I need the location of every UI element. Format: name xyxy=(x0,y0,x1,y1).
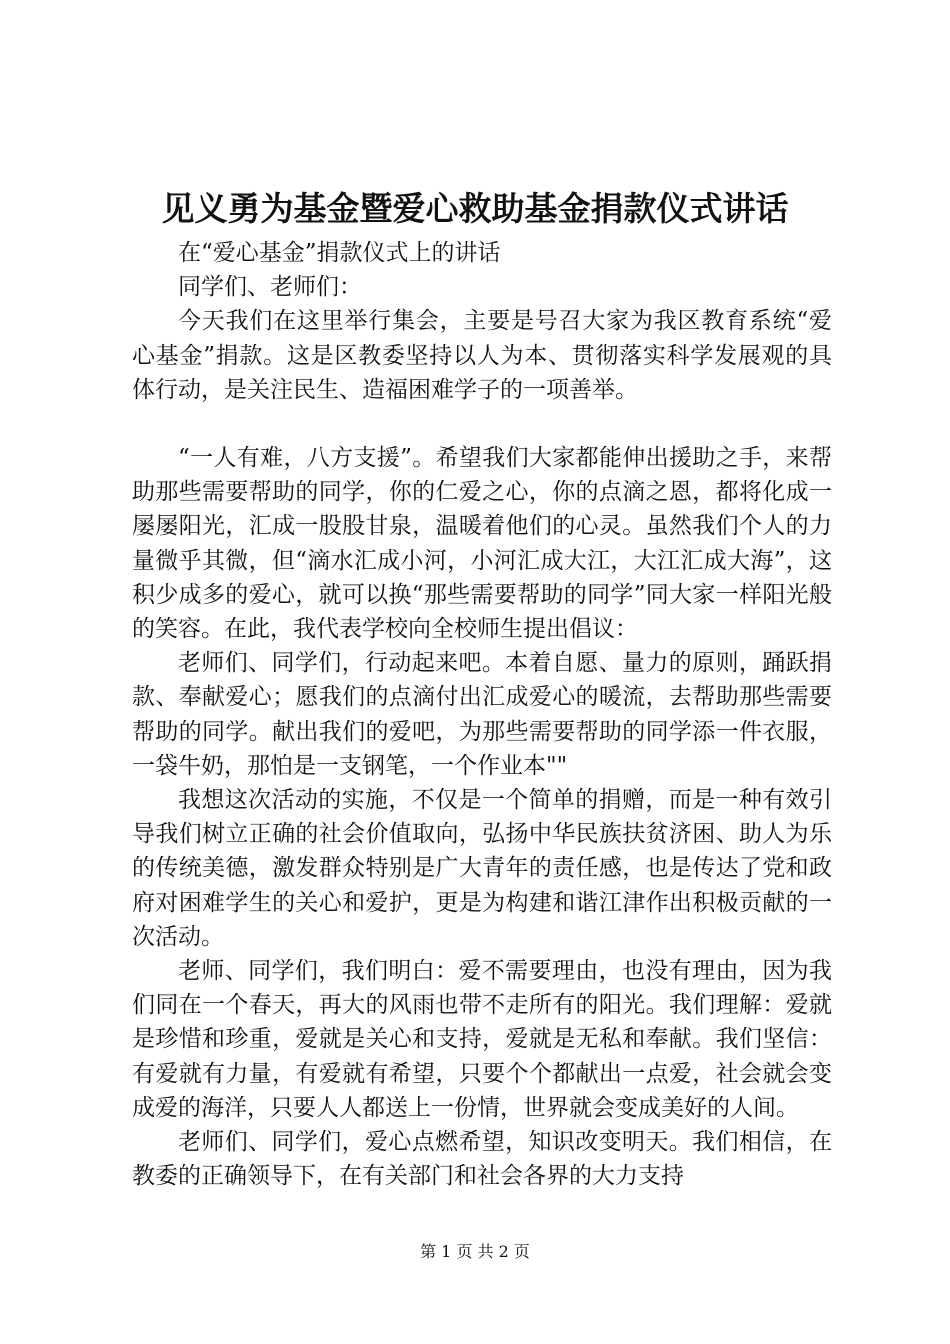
paragraph-intro: 今天我们在这里举行集会，主要是号召大家为我区教育系统“爱心基金”捐款。这是区教委坚持以人为本、贯彻落实科学发展观的具体行动，是关注民生、造福困难学子的一项善举。 xyxy=(132,308,832,403)
paragraph-action: 老师们、同学们，行动起来吧。本着自愿、量力的原则，踊跃捐款、奉献爱心；愿我们的点滴付出汇成爱心的暖流，去帮助那些需要帮助的同学。献出我们的爱吧，为那些需要帮助的同学添一件衣服，一袋牛奶，那怕是一支钢笔，一个作业本"" xyxy=(132,650,832,779)
paragraph-closing: 老师们、同学们，爱心点燃希望，知识改变明天。我们相信，在教委的正确领导下，在有关部门和社会各界的大力支持 xyxy=(132,1129,832,1190)
paragraph-appeal: “一人有难，八方支援”。希望我们大家都能伸出援助之手，来帮助那些需要帮助的同学，你的仁爱之心，你的点滴之恩，都将化成一屡屡阳光，汇成一股股甘泉，温暖着他们的心灵。虽然我们个人的力量微乎其微，但“滴水汇成小河，小河汇成大江，大江汇成大海”，这积少成多的爱心，就可以换“那些需要帮助的同学”同大家一样阳光般的笑容。在此，我代表学校向全校师生提出倡议： xyxy=(132,445,832,643)
document-body xyxy=(132,236,832,1193)
document-title: 见义勇为基金暨爱心救助基金捐款仪式讲话 xyxy=(161,189,789,228)
paragraph-subtitle: 在“爱心基金”捐款仪式上的讲话 xyxy=(178,240,501,266)
page-footer: 第 1 页 共 2 页 xyxy=(420,1242,530,1261)
paragraph-salutation: 同学们、老师们： xyxy=(178,274,362,301)
paragraph-significance: 我想这次活动的实施，不仅是一个简单的捐赠，而是一种有效引导我们树立正确的社会价值取向，弘扬中华民族扶贫济困、助人为乐的传统美德，激发群众特别是广大青年的责任感，也是传达了党和政府对困难学生的关心和爱护，更是为构建和谐江津作出积极贡献的一次活动。 xyxy=(132,787,832,950)
paragraph-love: 老师、同学们，我们明白：爱不需要理由，也没有理由，因为我们同在一个春天，再大的风雨也带不走所有的阳光。我们理解：爱就是珍惜和珍重，爱就是关心和支持，爱就是无私和奉献。我们坚信：有爱就有力量，有爱就有希望，只要个个都献出一点爱，社会就会变成爱的海洋，只要人人都送上一份情，世界就会变成美好的人间。 xyxy=(132,958,832,1121)
